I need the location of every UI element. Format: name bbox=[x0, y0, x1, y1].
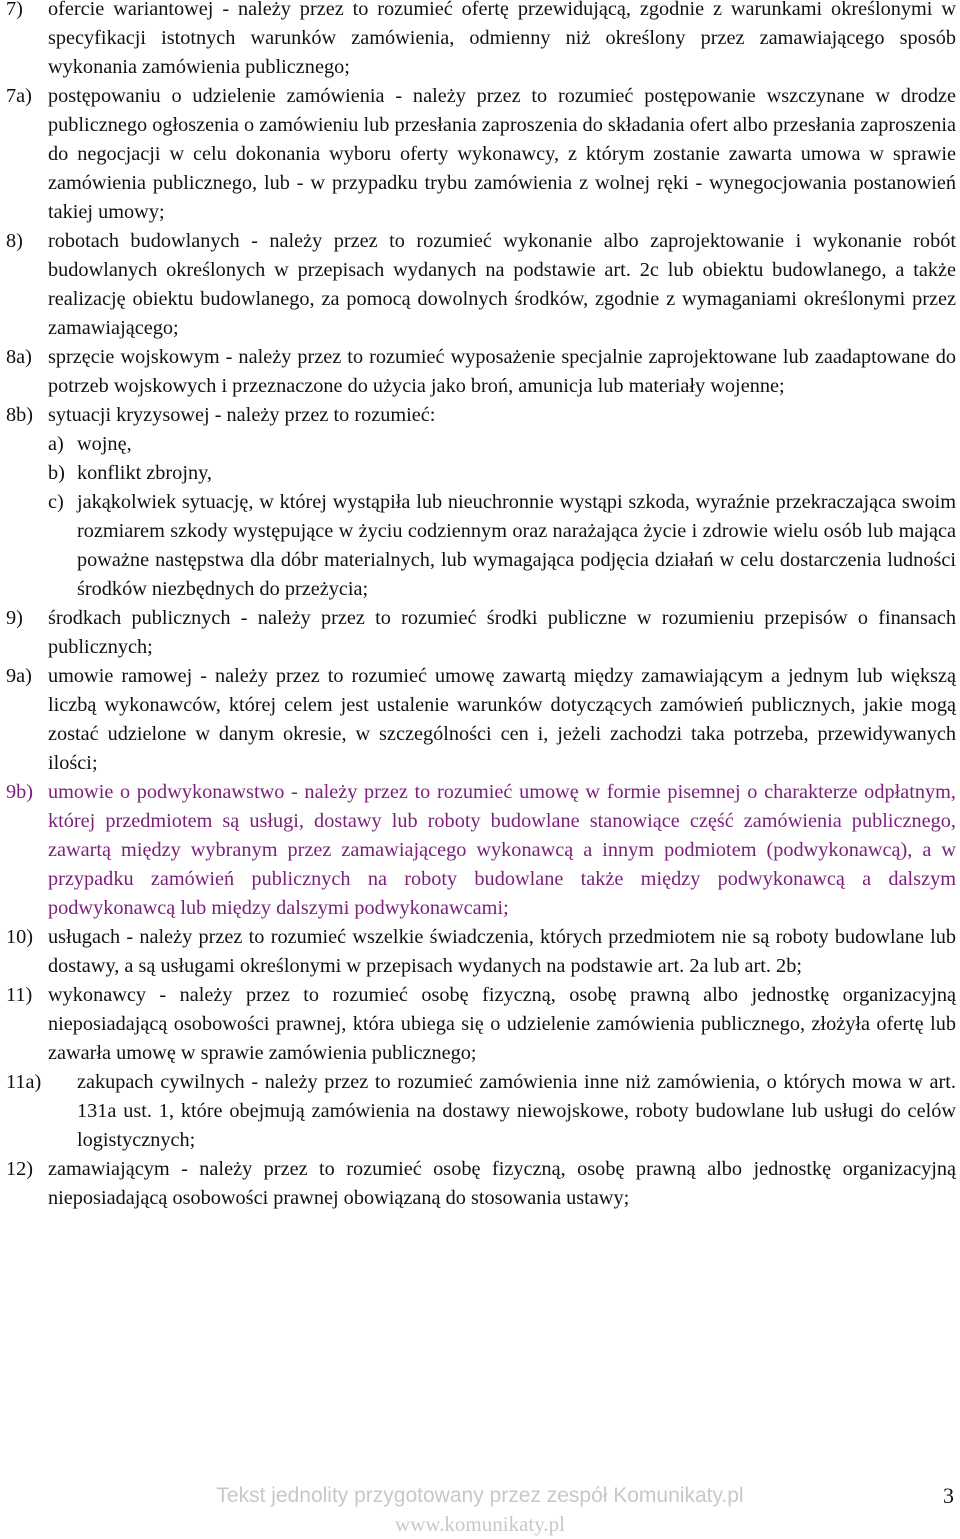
definition-11a bbox=[6, 1068, 956, 1155]
subitem-label: a) bbox=[48, 433, 64, 455]
item-text: umowie o podwykonawstwo - należy przez to rozumieć umowę w formie pisemnej o charakterze odpłatnym, której przedmiotem są usługi, dostawy lub roboty budowlane stanowiące część zamówienia publicznego, zawartą między wybranym przez zamawiającego wykonawcą a innym podmiotem (podwykonawcą), a w przypadku zamówień publicznych na roboty budowlane także między podwykonawcą a dalszym podwykonawcą lub między dalszymi podwykonawcami; bbox=[48, 781, 956, 919]
item-text: robotach budowlanych - należy przez to rozumieć wykonanie albo zaprojektowanie i wykonanie robót budowlanych określonych w przepisach wydanych na podstawie art. 2c lub obiektu budowlanego, a także realizację obiektu budowlanego, za pomocą dowolnych środków, zgodnie z wymaganiami określonymi przez zamawiającego; bbox=[48, 230, 956, 339]
subitem-label: c) bbox=[48, 491, 64, 513]
page-footer bbox=[0, 1482, 960, 1539]
footer-text: Tekst jednolity przygotowany przez zespół Komunikaty.pl bbox=[216, 1484, 744, 1507]
subitem-b bbox=[48, 459, 956, 488]
item-number: 7a) bbox=[6, 85, 32, 107]
definition-7 bbox=[6, 0, 956, 82]
subitem-c bbox=[48, 488, 956, 604]
definition-11 bbox=[6, 981, 956, 1068]
item-text: środkach publicznych - należy przez to rozumieć środki publiczne w rozumieniu przepisów o finansach publicznych; bbox=[48, 607, 956, 658]
item-number: 8) bbox=[6, 230, 23, 252]
item-number: 11) bbox=[6, 984, 33, 1006]
definition-7a bbox=[6, 82, 956, 227]
item-text: postępowaniu o udzielenie zamówienia - należy przez to rozumieć postępowanie wszczynane w drodze publicznego ogłoszenia o zamówieniu lub przesłania zaproszenia do składania ofert albo przesłania zaproszenia do negocjacji w celu dokonania wyboru oferty wykonawcy, z którym zostanie zawarta umowa w sprawie zamówienia publicznego, lub - w przypadku trybu zamówienia z wolnej ręki - wynegocjowania postanowień takiej umowy; bbox=[48, 85, 956, 223]
item-number: 11a) bbox=[6, 1071, 42, 1093]
definition-12 bbox=[6, 1155, 956, 1213]
document-body bbox=[6, 0, 956, 1213]
item-text: wykonawcy - należy przez to rozumieć osobę fizyczną, osobę prawną albo jednostkę organizacyjną nieposiadającą osobowości prawnej, która ubiega się o udzielenie zamówienia publicznego, złożyła ofertę lub zawarła umowę w sprawie zamówienia publicznego; bbox=[48, 984, 956, 1064]
item-text: zakupach cywilnych - należy przez to rozumieć zamówienia inne niż zamówienia, o których mowa w art. 131a ust. 1, które obejmują zamówienia na dostawy niewojskowe, roboty budowlane lub usługi do celów logistycznych; bbox=[77, 1071, 956, 1151]
subitem-text: wojnę, bbox=[77, 433, 132, 455]
item-number: 7) bbox=[6, 0, 23, 20]
item-text: ofercie wariantowej - należy przez to rozumieć ofertę przewidującą, zgodnie z warunkami określonymi w specyfikacji istotnych warunków zamówienia, odmienny niż określony przez zamawiającego sposób wykonania zamówienia publicznego; bbox=[48, 0, 956, 78]
definition-8 bbox=[6, 227, 956, 343]
item-number: 10) bbox=[6, 926, 34, 948]
subitem-label: b) bbox=[48, 462, 65, 484]
definition-9a bbox=[6, 662, 956, 778]
subitem-text: jakąkolwiek sytuację, w której wystąpiła lub nieuchronnie wystąpi szkoda, wyraźnie przekraczająca swoim rozmiarem szkody występujące w życiu codziennym oraz narażająca życie i zdrowie wielu osób lub mająca poważne następstwa dla dóbr materialnych, lub wymagająca podjęcia działań w celu dostarczenia ludności środków niezbędnych do przeżycia; bbox=[77, 491, 956, 600]
item-number: 8b) bbox=[6, 404, 34, 426]
item-text: umowie ramowej - należy przez to rozumieć umowę zawartą między zamawiającym a jednym lub większą liczbą wykonawców, której celem jest ustalenie warunków dotyczących zamówień publicznych, jakie mogą zostać udzielone w danym okresie, w szczególności cen i, jeżeli zachodzi taka potrzeba, przewidywanych ilości; bbox=[48, 665, 956, 774]
definition-10 bbox=[6, 923, 956, 981]
item-text: sprzęcie wojskowym - należy przez to rozumieć wyposażenie specjalnie zaprojektowane lub zaadaptowane do potrzeb wojskowych i przeznaczone do użycia jako broń, amunicja lub materiały wojenne; bbox=[48, 346, 956, 397]
item-text: zamawiającym - należy przez to rozumieć osobę fizyczną, osobę prawną albo jednostkę organizacyjną nieposiadającą osobowości prawnej obowiązaną do stosowania ustawy; bbox=[48, 1158, 956, 1209]
footer-url: www.komunikaty.pl bbox=[395, 1512, 565, 1536]
subitem-a bbox=[48, 430, 956, 459]
item-number: 8a) bbox=[6, 346, 32, 368]
item-number: 9) bbox=[6, 607, 23, 629]
definition-8b bbox=[6, 401, 956, 430]
item-number: 12) bbox=[6, 1158, 34, 1180]
item-text: sytuacji kryzysowej - należy przez to rozumieć: bbox=[48, 404, 436, 426]
subitem-text: konflikt zbrojny, bbox=[77, 462, 212, 484]
item-number: 9a) bbox=[6, 665, 32, 687]
page-number: 3 bbox=[943, 1483, 954, 1508]
item-text: usługach - należy przez to rozumieć wszelkie świadczenia, których przedmiotem nie są roboty budowlane lub dostawy, a są usługami określonymi w przepisach wydanych na podstawie art. 2a lub art. 2b; bbox=[48, 926, 956, 977]
definition-9b bbox=[6, 778, 956, 923]
definition-9 bbox=[6, 604, 956, 662]
definition-8a bbox=[6, 343, 956, 401]
item-number: 9b) bbox=[6, 781, 34, 803]
